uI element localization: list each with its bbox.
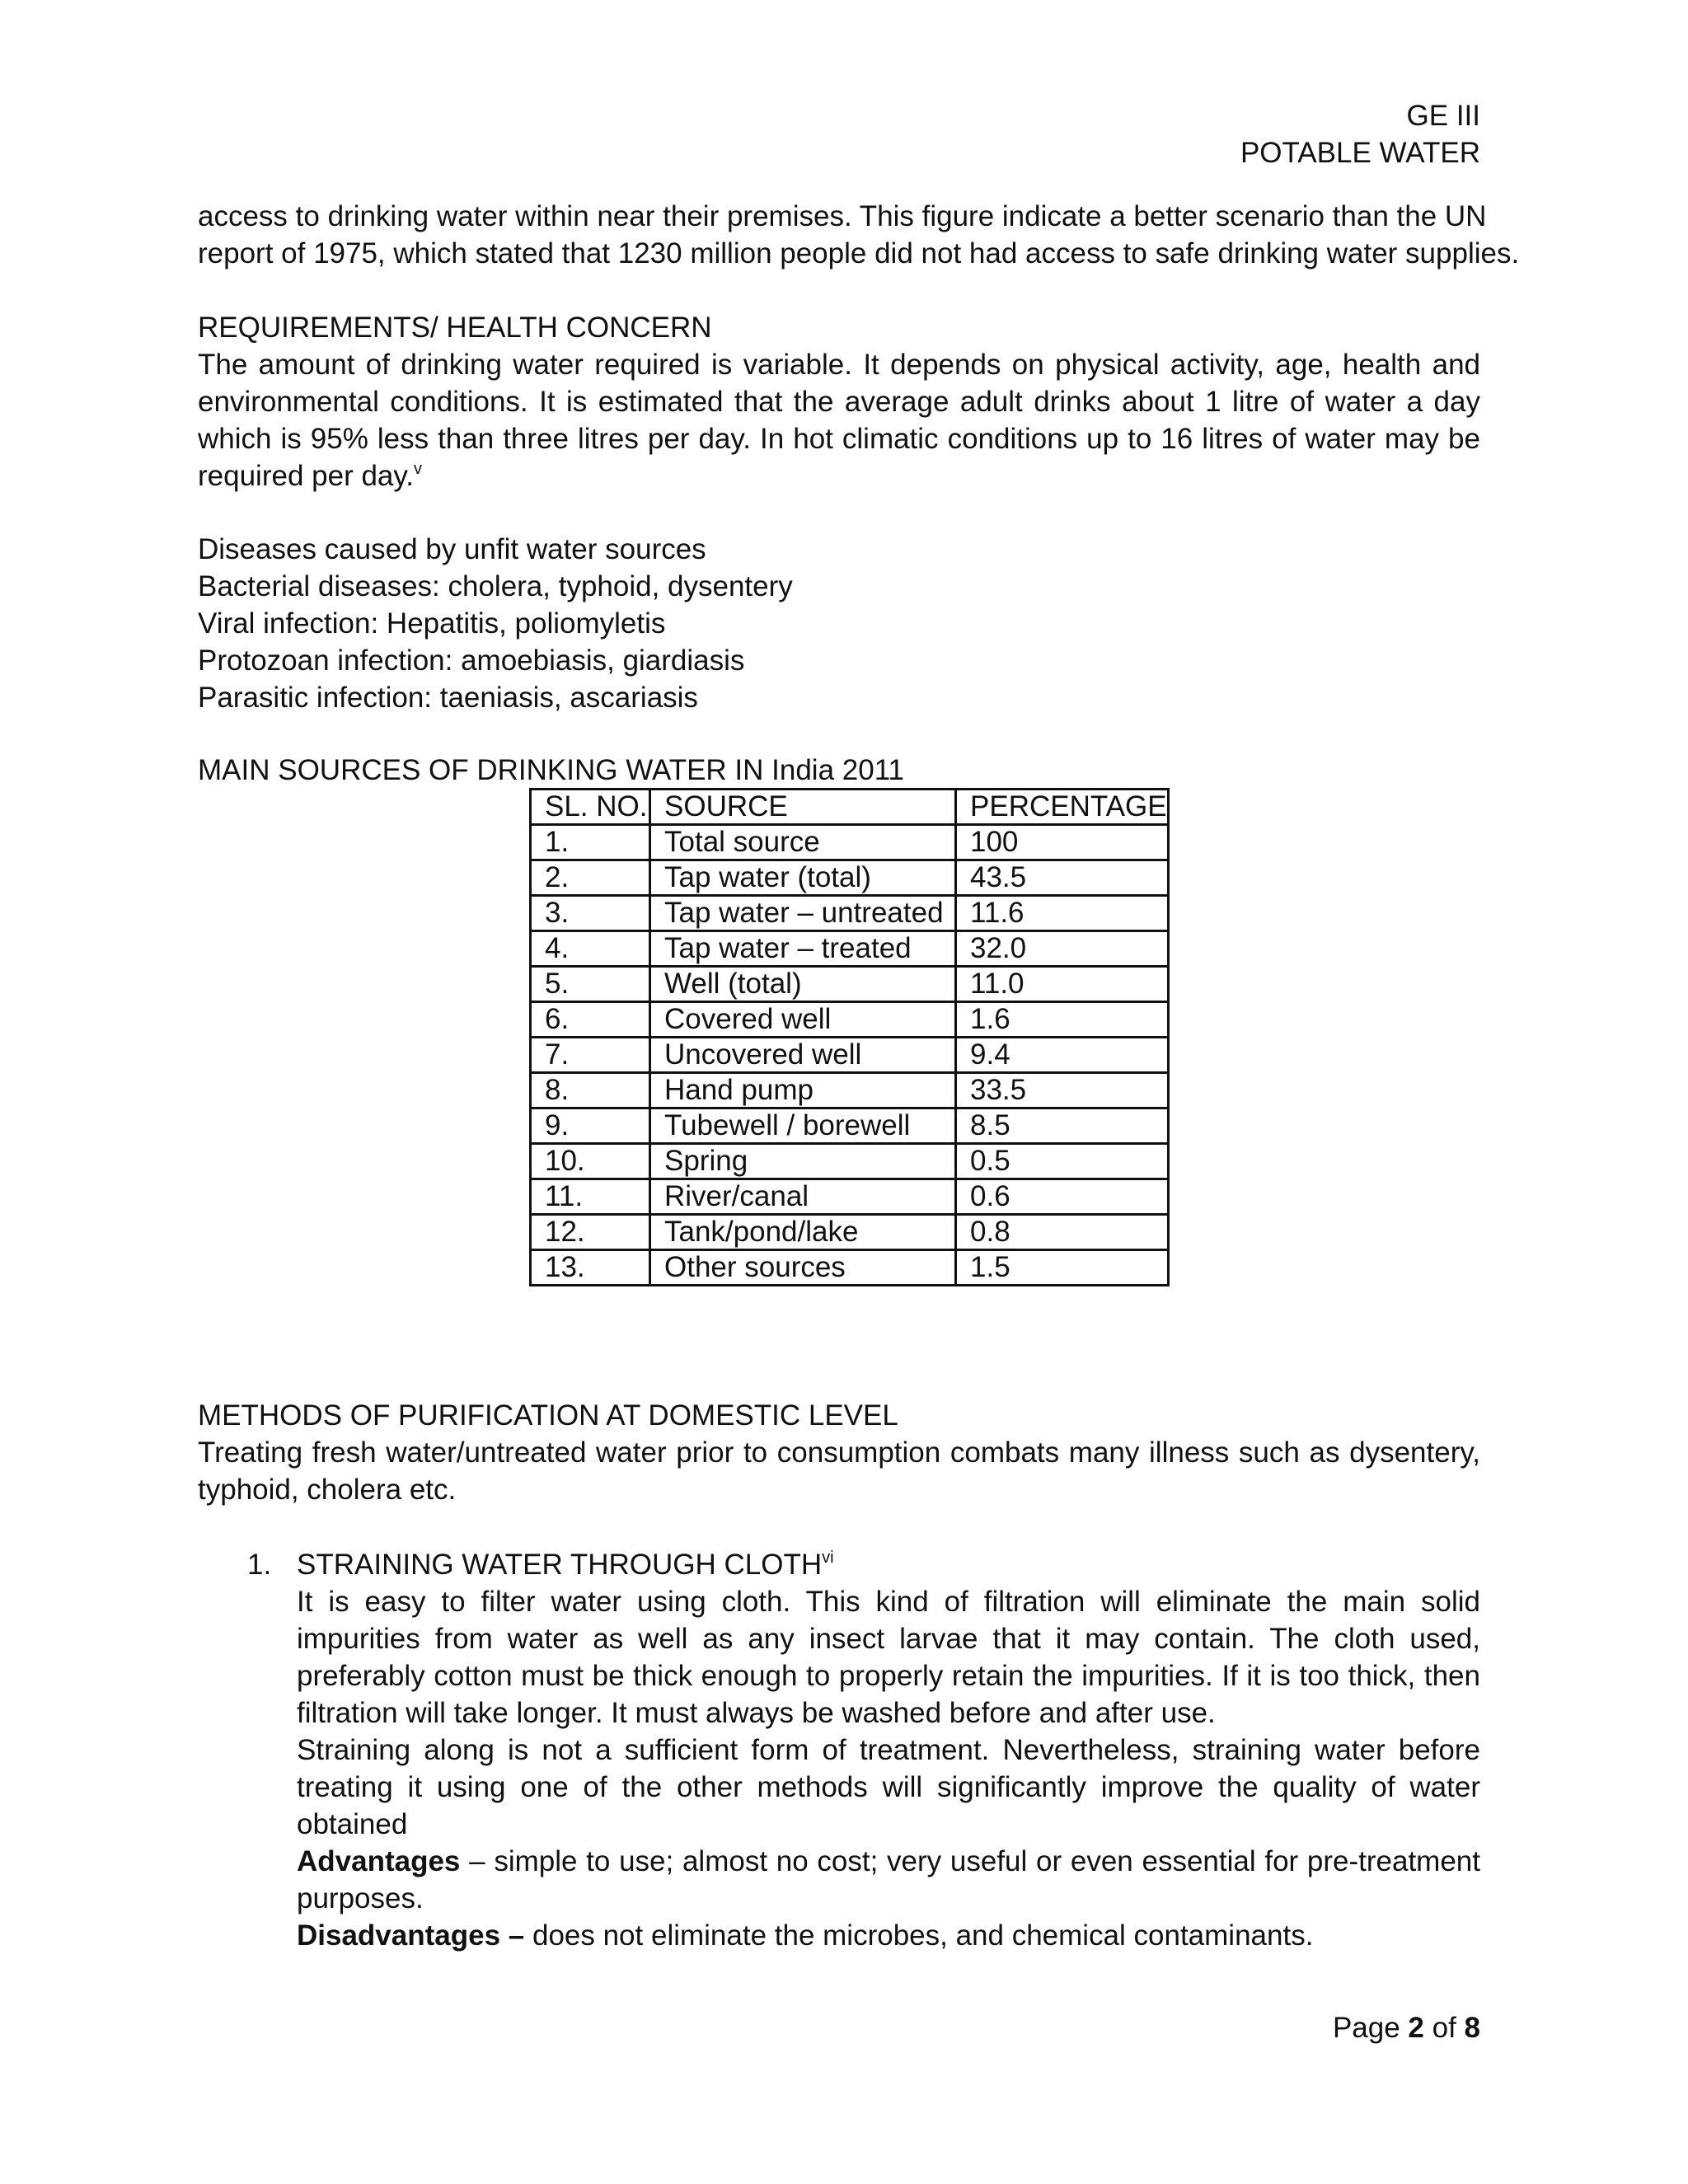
- method-paragraph-1: It is easy to filter water using cloth. This kind of filtration will eliminate the main solid impurities from water as well as any insect larvae that it may contain. The cloth used, preferably cotton must be thick enough to properly retain the impurities. If it is too thick, then filtration will take longer. It must always be washed before and after use.: [297, 1586, 1480, 1729]
- requirements-heading: REQUIREMENTS/ HEALTH CONCERN: [198, 312, 712, 344]
- column-header-slno: SL. NO.: [531, 790, 650, 825]
- row-percentage-cell: 1.6: [956, 1002, 1169, 1038]
- table-row: [531, 967, 1169, 1002]
- disadvantages-line: [297, 1917, 1480, 1954]
- sources-table: [529, 788, 1170, 1286]
- table-row: [531, 860, 1169, 896]
- row-source-cell: Tank/pond/lake: [650, 1215, 956, 1250]
- methods-paragraph: Treating fresh water/untreated water prior to consumption combats many illness such as dysentery, typhoid, cholera etc.: [198, 1436, 1480, 1506]
- row-slno-cell: 7.: [531, 1038, 650, 1073]
- row-slno-cell: 13.: [531, 1250, 650, 1286]
- page-footer: [1333, 2009, 1480, 2046]
- disease-item-parasitic: Parasitic infection: taeniasis, ascariasis: [198, 682, 698, 714]
- table-row: [531, 1144, 1169, 1179]
- row-source-cell: Total source: [650, 825, 956, 860]
- row-slno-cell: 11.: [531, 1179, 650, 1215]
- methods-section: [198, 1397, 1480, 1508]
- table-row: [531, 1038, 1169, 1073]
- row-source-cell: Spring: [650, 1144, 956, 1179]
- footnote-ref-v: v: [414, 460, 423, 478]
- row-source-cell: Covered well: [650, 1002, 956, 1038]
- row-percentage-cell: 32.0: [956, 931, 1169, 967]
- disadvantages-label: Disadvantages –: [297, 1919, 525, 1952]
- row-source-cell: Tap water – treated: [650, 931, 956, 967]
- requirements-paragraph: [198, 346, 1480, 494]
- page-header: [1240, 97, 1480, 171]
- list-number: 1.: [247, 1549, 272, 1581]
- sources-heading: [198, 752, 1480, 789]
- row-slno-cell: 12.: [531, 1215, 650, 1250]
- row-source-cell: Tap water (total): [650, 860, 956, 896]
- row-percentage-cell: 0.8: [956, 1215, 1169, 1250]
- methods-heading: METHODS OF PURIFICATION AT DOMESTIC LEVEL: [198, 1399, 898, 1432]
- row-percentage-cell: 0.6: [956, 1179, 1169, 1215]
- row-source-cell: Tubewell / borewell: [650, 1108, 956, 1144]
- table-row: [531, 896, 1169, 931]
- header-course: GE III: [1406, 100, 1480, 132]
- table-row: [531, 1215, 1169, 1250]
- footer-of-word: of: [1423, 2012, 1465, 2044]
- row-slno-cell: 8.: [531, 1073, 650, 1108]
- footer-page-total: 8: [1464, 2012, 1480, 2044]
- header-title: POTABLE WATER: [1240, 137, 1480, 169]
- footnote-ref-vi: vi: [822, 1549, 834, 1567]
- intro-line-2: report of 1975, which stated that 1230 million people did not had access to safe drinking water supplies.: [198, 237, 1520, 269]
- row-percentage-cell: 11.0: [956, 967, 1169, 1002]
- advantages-label: Advantages: [297, 1845, 461, 1877]
- disease-item-protozoan: Protozoan infection: amoebiasis, giardiasis: [198, 644, 745, 677]
- row-slno-cell: 10.: [531, 1144, 650, 1179]
- row-slno-cell: 1.: [531, 825, 650, 860]
- table-header-row: [531, 790, 1169, 825]
- disadvantages-text: does not eliminate the microbes, and chemical contaminants.: [524, 1919, 1314, 1952]
- row-source-cell: Hand pump: [650, 1073, 956, 1108]
- table-row: [531, 1002, 1169, 1038]
- row-slno-cell: 9.: [531, 1108, 650, 1144]
- row-percentage-cell: 8.5: [956, 1108, 1169, 1144]
- method-item-body: [297, 1546, 1480, 1954]
- row-percentage-cell: 100: [956, 825, 1169, 860]
- row-percentage-cell: 1.5: [956, 1250, 1169, 1286]
- diseases-section: [198, 531, 1480, 716]
- requirements-text: The amount of drinking water required is variable. It depends on physical activity, age, health and environmental conditions. It is estimated that the average adult drinks about 1 litre of water a day which is 95% less than three litres per day. In hot climatic conditions up to 16 litres of water may be required per day.: [198, 349, 1480, 492]
- row-source-cell: River/canal: [650, 1179, 956, 1215]
- table-row: [531, 1250, 1169, 1286]
- row-source-cell: Tap water – untreated: [650, 896, 956, 931]
- method-paragraph-2: Straining along is not a sufficient form of treatment. Nevertheless, straining water before treating it using one of the other methods will significantly improve the quality of water obtained: [297, 1734, 1480, 1840]
- row-slno-cell: 5.: [531, 967, 650, 1002]
- table-row: [531, 1073, 1169, 1108]
- row-percentage-cell: 11.6: [956, 896, 1169, 931]
- table-row: [531, 825, 1169, 860]
- row-slno-cell: 2.: [531, 860, 650, 896]
- disease-item-bacterial: Bacterial diseases: cholera, typhoid, dysentery: [198, 570, 793, 602]
- row-source-cell: Well (total): [650, 967, 956, 1002]
- row-percentage-cell: 0.5: [956, 1144, 1169, 1179]
- sources-heading-text: MAIN SOURCES OF DRINKING WATER IN India 2011: [198, 754, 905, 786]
- intro-line-1: access to drinking water within near their premises. This figure indicate a better scenario than the UN: [198, 200, 1487, 232]
- row-percentage-cell: 9.4: [956, 1038, 1169, 1073]
- table-row: [531, 1179, 1169, 1215]
- column-header-source: SOURCE: [650, 790, 956, 825]
- method-title: [297, 1546, 1480, 1583]
- table-row: [531, 1108, 1169, 1144]
- requirements-section: [198, 309, 1480, 494]
- advantages-text: – simple to use; almost no cost; very useful or even essential for pre-treatment purposes.: [297, 1845, 1480, 1915]
- table-row: [531, 931, 1169, 967]
- footer-page-word: Page: [1332, 2012, 1409, 2044]
- disease-item-viral: Viral infection: Hepatitis, poliomyletis: [198, 607, 666, 640]
- row-source-cell: Other sources: [650, 1250, 956, 1286]
- row-slno-cell: 4.: [531, 931, 650, 967]
- diseases-heading: Diseases caused by unfit water sources: [198, 533, 706, 565]
- advantages-line: [297, 1843, 1480, 1917]
- row-source-cell: Uncovered well: [650, 1038, 956, 1073]
- row-slno-cell: 6.: [531, 1002, 650, 1038]
- sources-table-body: [531, 790, 1169, 1286]
- intro-paragraph: [198, 198, 1520, 272]
- row-percentage-cell: 43.5: [956, 860, 1169, 896]
- document-page: [198, 0, 1520, 2184]
- row-slno-cell: 3.: [531, 896, 650, 931]
- footer-page-number: 2: [1408, 2012, 1424, 2044]
- row-percentage-cell: 33.5: [956, 1073, 1169, 1108]
- column-header-percentage: PERCENTAGE: [956, 790, 1169, 825]
- method-title-text: STRAINING WATER THROUGH CLOTH: [297, 1549, 823, 1581]
